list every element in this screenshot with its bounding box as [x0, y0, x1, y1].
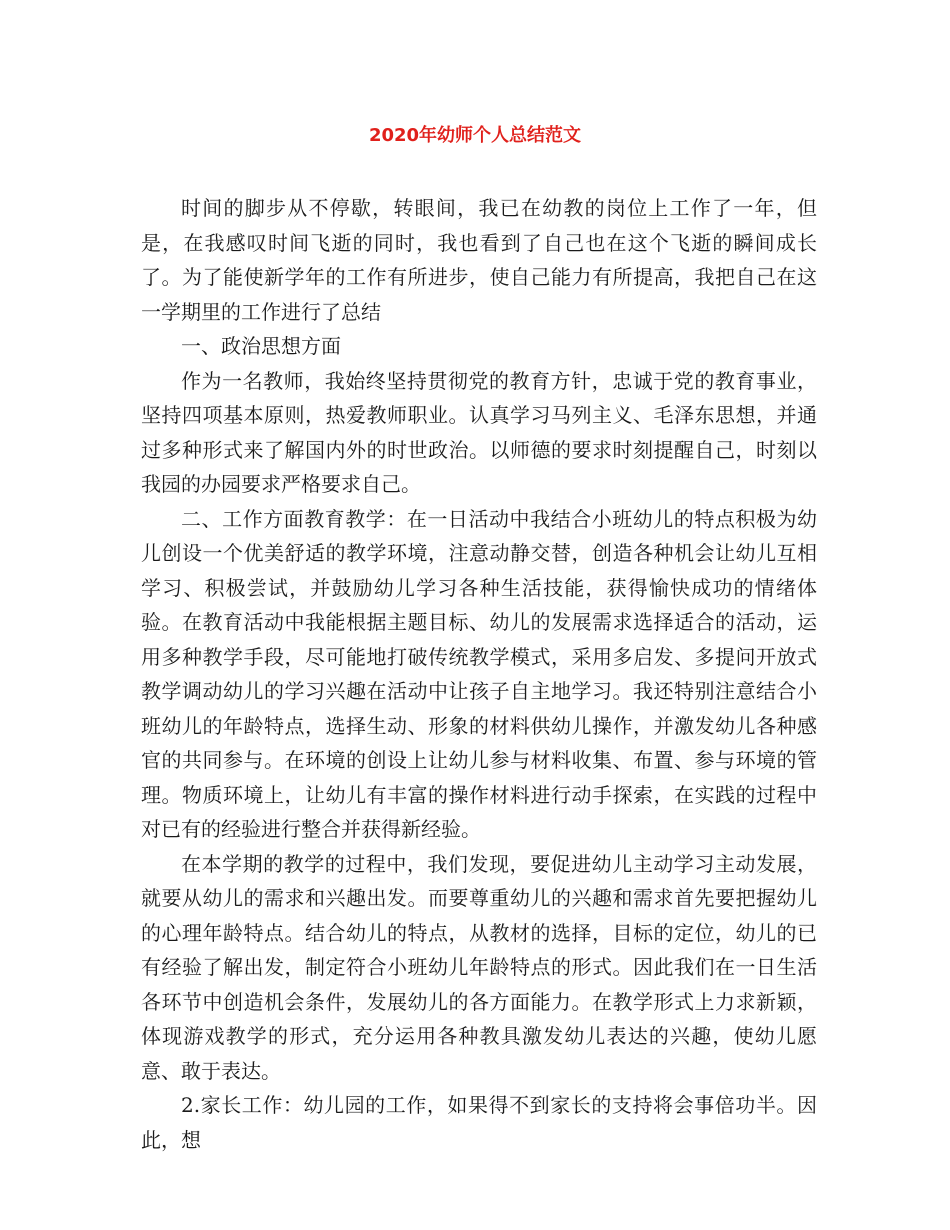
paragraph-semester: 在本学期的教学的过程中，我们发现，要促进幼儿主动学习主动发展，就要从幼儿的需求和兴趣出发。而要尊重幼儿的兴趣和需求首先要把握幼儿的心理年龄特点。结合幼儿的特点，从教材的选择，目标的定位，幼儿的已有经验了解出发，制定符合小班幼儿年龄特点的形式。因此我们在一日生活各环节中创造机会条件，发展幼儿的各方面能力。在教学形式上力求新颖，体现游戏教学的形式，充分运用各种教具激发幼儿表达的兴趣，使幼儿愿意、敢于表达。	[141, 851, 817, 1083]
document-title: 2020年幼师个人总结范文	[368, 125, 582, 146]
paragraph-political: 作为一名教师，我始终坚持贯彻党的教育方针，忠诚于党的教育事业，坚持四项基本原则，热爱教师职业。认真学习马列主义、毛泽东思想，并通过多种形式来了解国内外的时世政治。以师德的要求时刻提醒自己，时刻以我园的办园要求严格要求自己。	[141, 368, 817, 496]
section-heading-political: 一、政治思想方面	[181, 334, 341, 358]
paragraph-intro: 时间的脚步从不停歇，转眼间，我已在幼教的岗位上工作了一年，但是，在我感叹时间飞逝的同时，我也看到了自己也在这个飞逝的瞬间成长了。为了能使新学年的工作有所进步，使自己能力有所提高，我把自己在这一学期里的工作进行了总结	[141, 196, 817, 324]
paragraph-teaching: 二、工作方面教育教学：在一日活动中我结合小班幼儿的特点积极为幼儿创设一个优美舒适的教学环境，注意动静交替，创造各种机会让幼儿互相学习、积极尝试，并鼓励幼儿学习各种生活技能，获得愉快成功的情绪体验。在教育活动中我能根据主题目标、幼儿的发展需求选择适合的活动，运用多种教学手段，尽可能地打破传统教学模式，采用多启发、多提问开放式教学调动幼儿的学习兴趣在活动中让孩子自主地学习。我还特别注意结合小班幼儿的年龄特点，选择生动、形象的材料供幼儿操作，并激发幼儿各种感官的共同参与。在环境的创设上让幼儿参与材料收集、布置、参与环境的管理。物质环境上，让幼儿有丰富的操作材料进行动手探索，在实践的过程中对已有的经验进行整合并获得新经验。	[141, 506, 817, 841]
document-body	[141, 191, 817, 1157]
paragraph-parents: 2.家长工作：幼儿园的工作，如果得不到家长的支持将会事倍功半。因此，想	[141, 1093, 817, 1152]
